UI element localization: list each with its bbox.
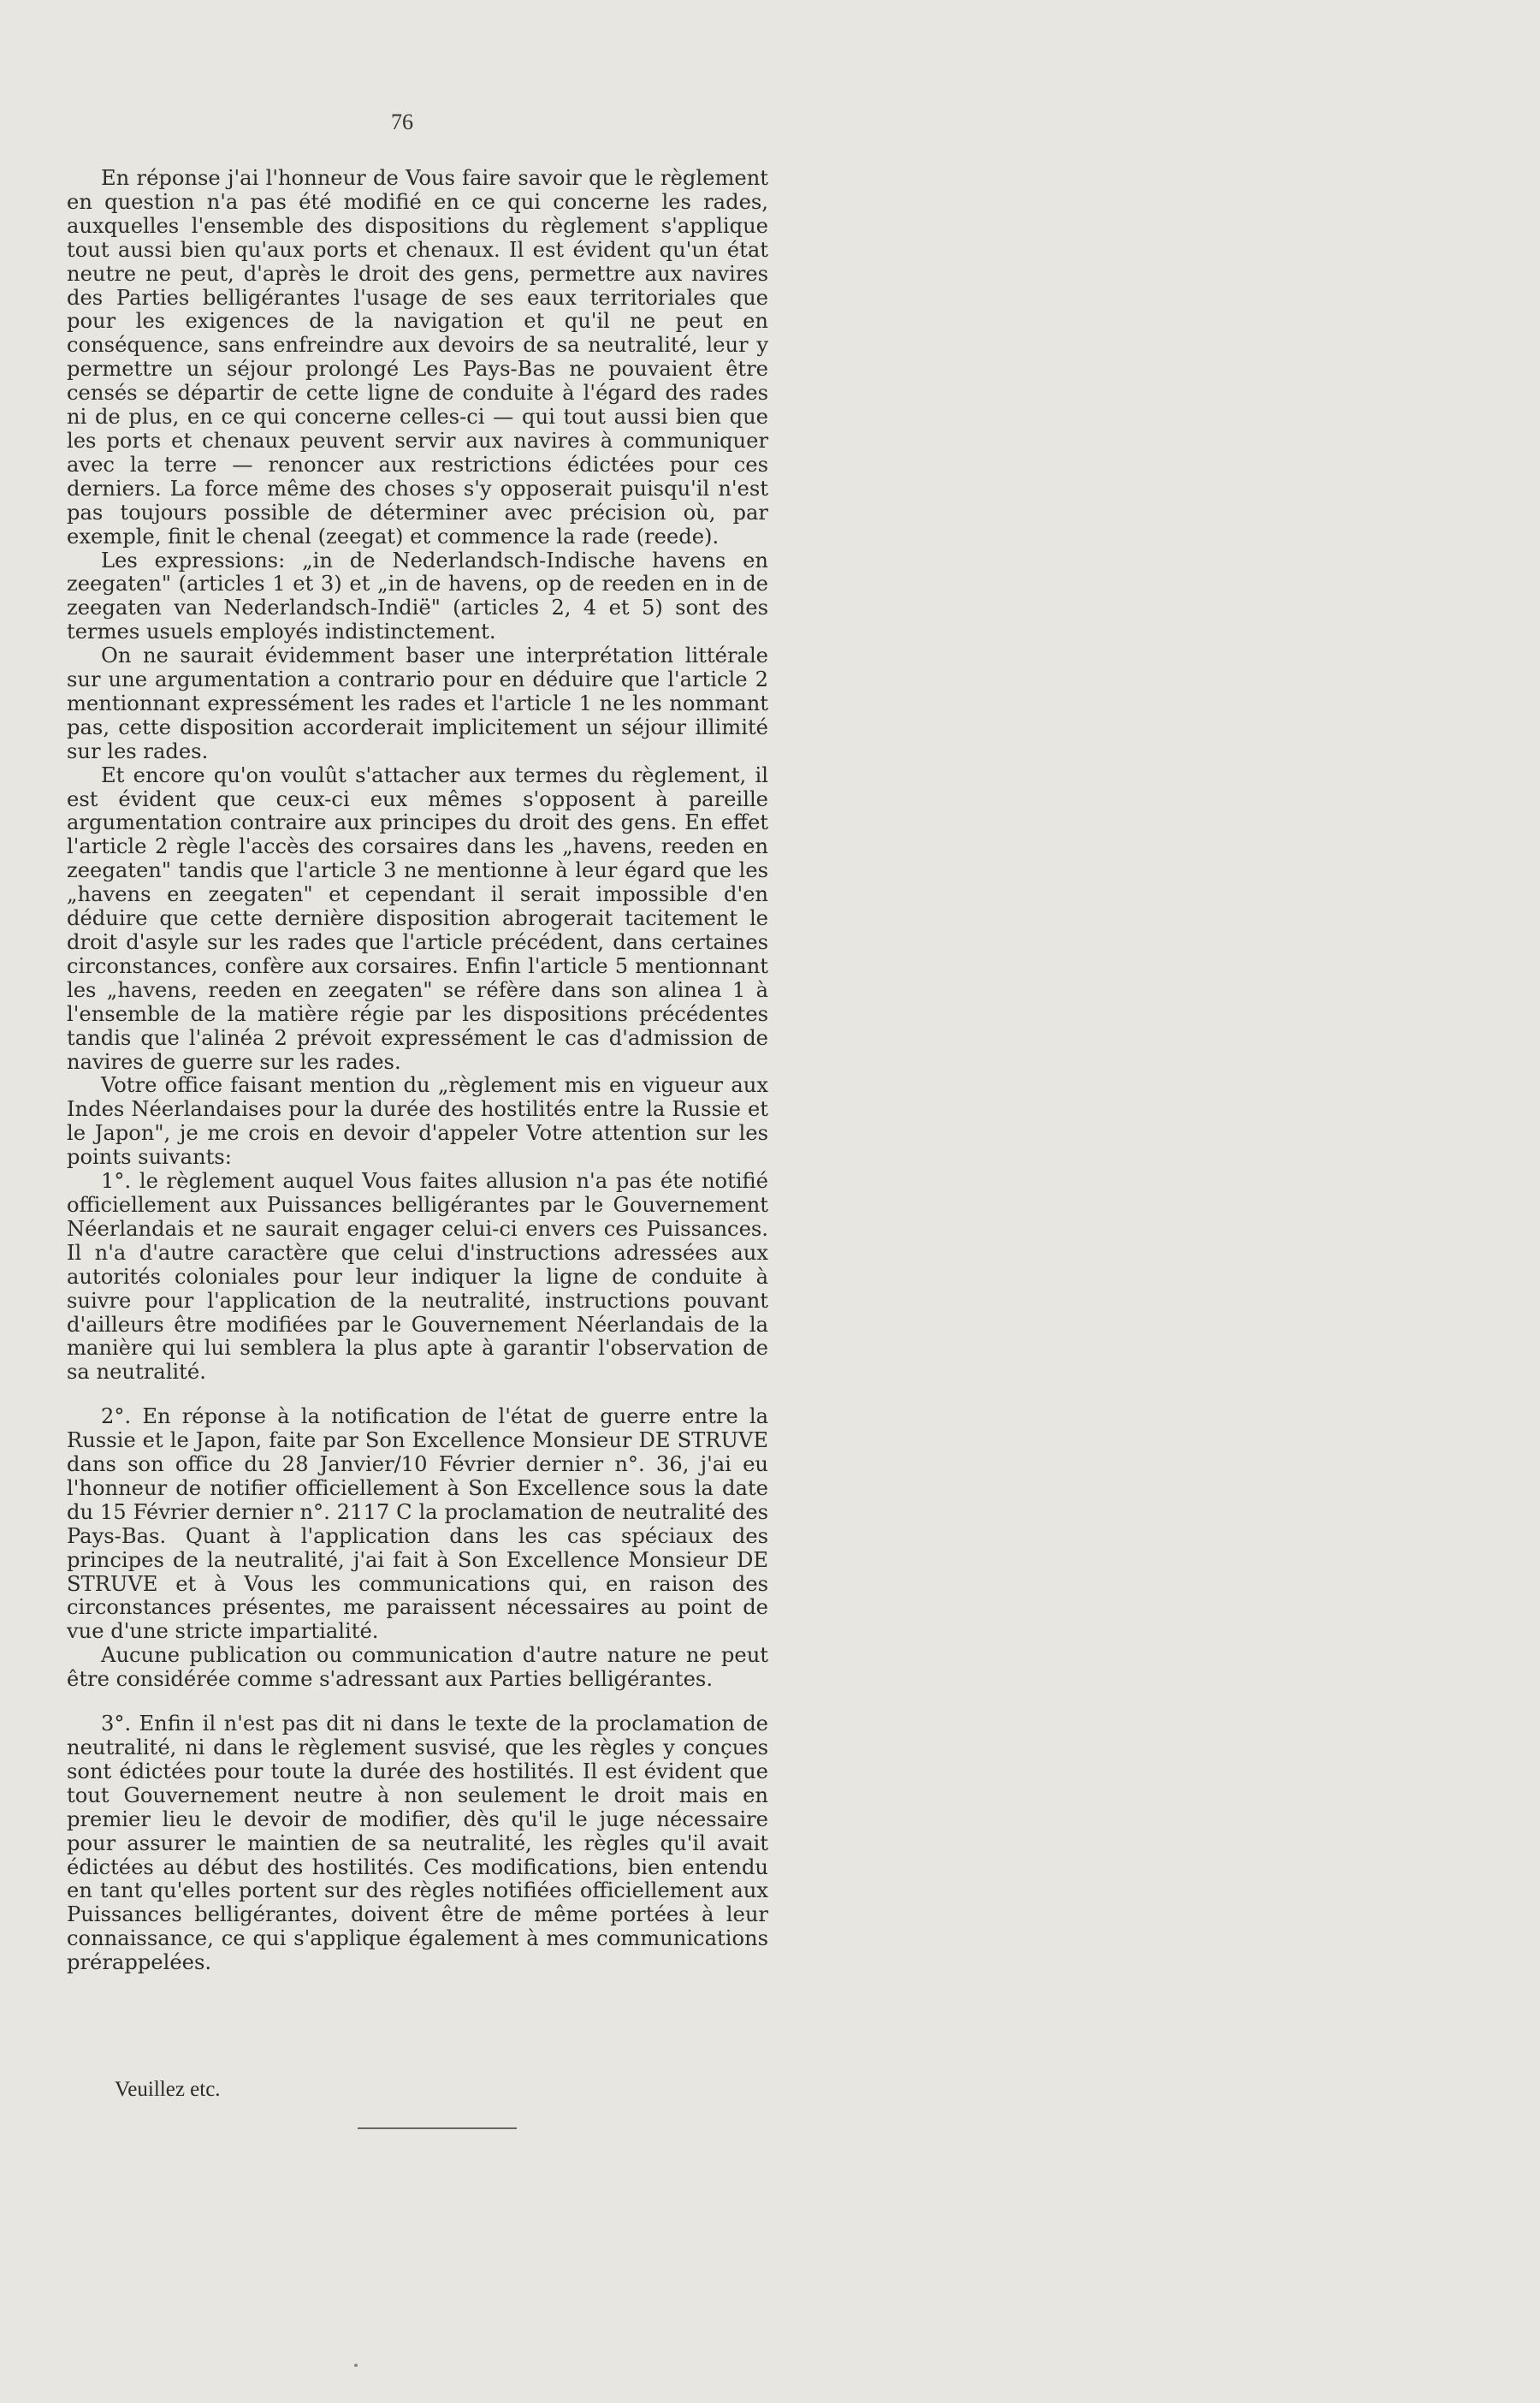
paragraph-a-contrario: On ne saurait évidemment baser une interprétation littérale sur une argumentation a contrario pour en déduire que l'article 2 mentionnant expressément les rades et l'article 1 ne les nommant pas, cette disposition accorderait implicitement un séjour illimité sur les rades. bbox=[67, 644, 768, 763]
paper-speck bbox=[354, 2364, 358, 2367]
paragraph-aucune-publication: Aucune publication ou communication d'autre nature ne peut être considérée comme s'adressant aux Parties belligérantes. bbox=[67, 1643, 768, 1692]
paragraph-rades: En réponse j'ai l'honneur de Vous faire savoir que le règlement en question n'a pas été modifié en ce qui concerne les rades, auxquelles l'ensemble des dispositions du règlement s'applique tout aussi bien qu'aux ports et chenaux. Il est évident qu'un état neutre ne peut, d'après le droit des gens, permettre aux navires des Parties belligérantes l'usage de ses eaux territoriales que pour les exigences de la navigation et qu'il ne peut en conséquence, sans enfreindre aux devoirs de sa neutralité, leur y permettre un séjour prolongé Les Pays-Bas ne pouvaient être censés se départir de cette ligne de conduite à l'égard des rades ni de plus, en ce qui concerne celles-ci — qui tout aussi bien que les ports et chenaux peuvent servir aux navires à communiquer avec la terre — renoncer aux restrictions édictées pour ces derniers. La force même des choses s'y opposerait puisqu'il n'est pas toujours possible de déterminer avec précision où, par exemple, finit le chenal (zeegat) et commence la rade (reede). bbox=[67, 166, 768, 549]
paragraph-termes-reglement: Et encore qu'on voulût s'attacher aux termes du règlement, il est évident que ceux-ci eux mêmes s'opposent à pareille argumentation contraire aux principes du droit des gens. En effet l'article 2 règle l'accès des corsaires dans les „havens, reeden en zeegaten" tandis que l'article 3 ne mentionne à leur égard que les „havens en zeegaten" et cependant il serait impossible d'en déduire que cette dernière disposition abrogerait tacitement le droit d'asyle sur les rades que l'article précédent, dans certaines circonstances, confère aux corsaires. Enfin l'article 5 mentionnant les „havens, reeden en zeegaten" se réfère dans son alinea 1 à l'ensemble de la matière régie par les dispositions précédentes tandis que l'alinéa 2 prévoit expressément le cas d'admission de navires de guerre sur les rades. bbox=[67, 762, 768, 1074]
letter-body bbox=[67, 167, 768, 1975]
closing-formula: Veuillez etc. bbox=[115, 2078, 221, 2101]
point-2: 2°. En réponse à la notification de l'état de guerre entre la Russie et le Japon, faite par Son Excellence Monsieur DE STRUVE dans son office du 28 Janvier/10 Février dernier n°. 36, j'ai eu l'honneur de notifier officiellement à Son Excellence sous la date du 15 Février dernier n°. 2117 C la proclamation de neutralité des Pays-Bas. Quant à l'application dans les cas spéciaux des principes de la neutralité, j'ai fait à Son Excellence Monsieur DE STRUVE et à Vous les communications qui, en raison des circonstances présentes, me paraissent nécessaires au point de vue d'une stricte impartialité. bbox=[67, 1404, 768, 1644]
end-rule bbox=[358, 2127, 517, 2129]
paragraph-expressions: Les expressions: „in de Nederlandsch-Indische havens en zeegaten" (articles 1 et 3) et „in de havens, op de reeden en in de zeegaten van Nederlandsch-Indië" (articles 2, 4 et 5) sont des termes usuels employés indistinctement. bbox=[67, 548, 768, 644]
point-1: 1°. le règlement auquel Vous faites allusion n'a pas éte notifié officiellement aux Puissances belligérantes par le Gouvernement Néerlandais et ne saurait engager celui-ci envers ces Puissances. Il n'a d'autre caractère que celui d'instructions adressées aux autorités coloniales pour leur indiquer la ligne de conduite à suivre pour l'application de la neutralité, instructions pouvant d'ailleurs être modifiées par le Gouvernement Néerlandais de la manière qui lui semblera la plus apte à garantir l'observation de sa neutralité. bbox=[67, 1169, 768, 1385]
paragraph-office-mention: Votre office faisant mention du „règlement mis en vigueur aux Indes Néerlandaises pour la durée des hostilités entre la Russie et le Japon", je me crois en devoir d'appeler Votre attention sur les points suivants: bbox=[67, 1073, 768, 1170]
point-3: 3°. Enfin il n'est pas dit ni dans le texte de la proclamation de neutralité, ni dans le règlement susvisé, que les règles y conçues sont édictées pour toute la durée des hostilités. Il est évident que tout Gouvernement neutre à non seulement le droit mais en premier lieu le devoir de modifier, dès qu'il le juge nécessaire pour assurer le maintien de sa neutralité, les règles qu'il avait édictées au début des hostilités. Ces modifications, bien entendu en tant qu'elles portent sur des règles notifiées officiellement aux Puissances belligérantes, doivent être de même portées à leur connaissance, ce qui s'applique également à mes communications prérappelées. bbox=[67, 1712, 768, 1975]
page-number: 76 bbox=[391, 110, 413, 134]
